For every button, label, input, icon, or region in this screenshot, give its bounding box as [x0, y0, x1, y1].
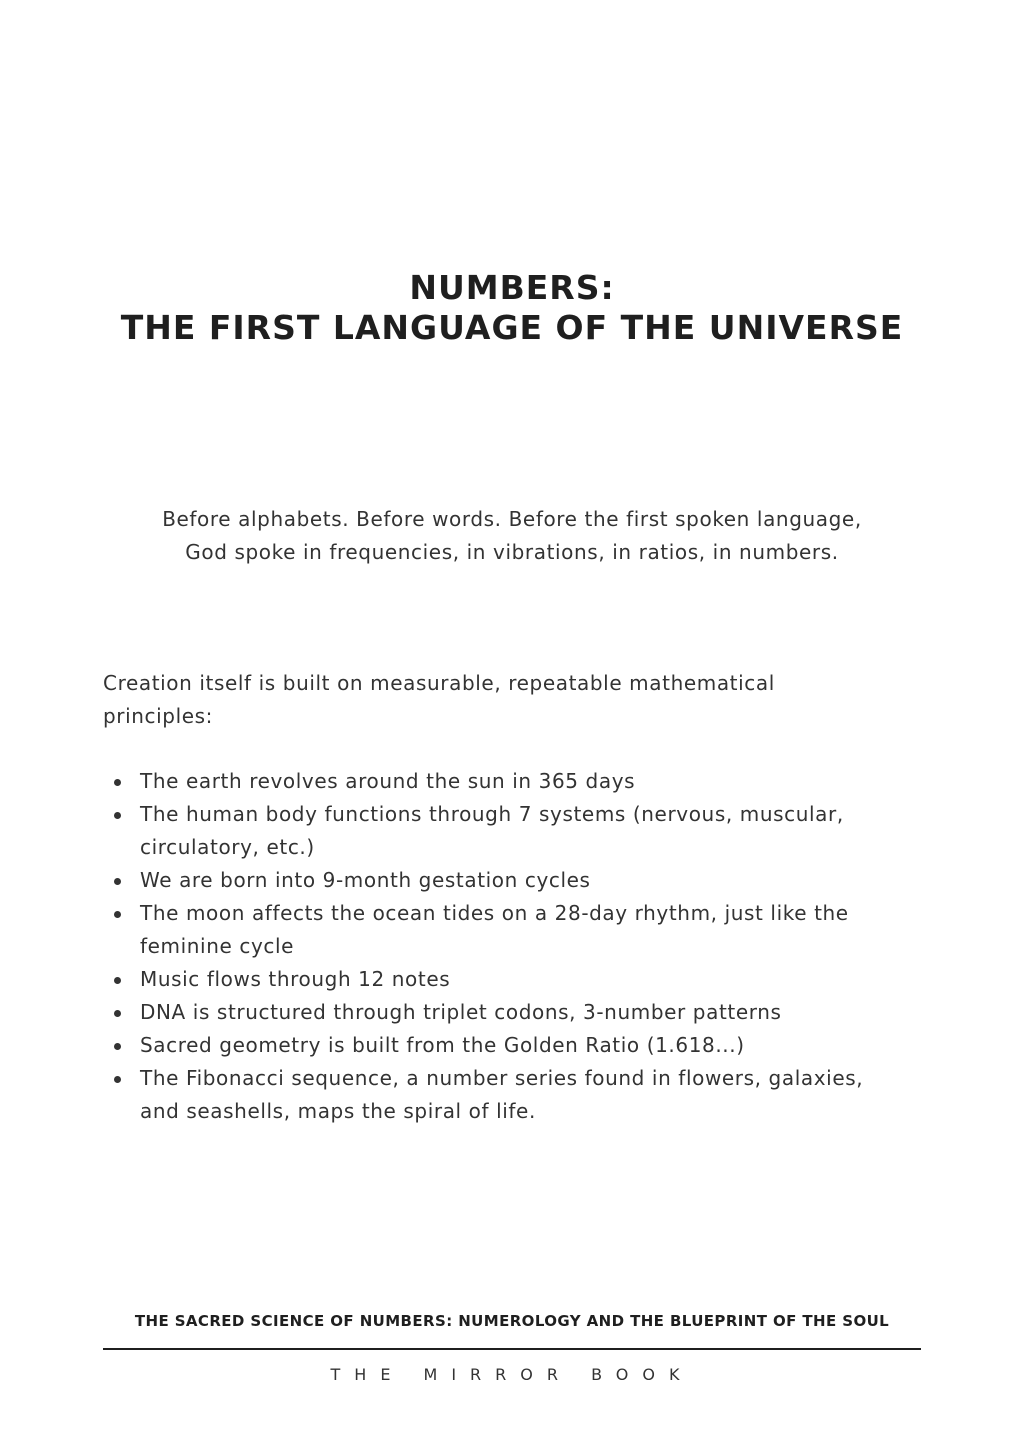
title-line-1: NUMBERS:	[409, 268, 615, 307]
list-item	[103, 1062, 923, 1128]
facts-list	[103, 765, 923, 1128]
list-item	[103, 765, 923, 798]
bullet-icon	[114, 911, 121, 918]
list-item-text: The moon affects the ocean tides on a 28-day rhythm, just like the	[140, 901, 849, 925]
list-item	[103, 963, 923, 996]
list-item-text: circulatory, etc.)	[140, 835, 315, 859]
list-item	[103, 1029, 923, 1062]
page-title	[0, 268, 1024, 348]
bullet-icon	[114, 1043, 121, 1050]
list-item-text: and seashells, maps the spiral of life.	[140, 1099, 536, 1123]
footer-brand: THE MIRROR BOOK	[330, 1365, 694, 1384]
lead-paragraph	[103, 667, 923, 733]
bullet-icon	[114, 1010, 121, 1017]
list-item	[103, 897, 923, 963]
list-item-text: Music flows through 12 notes	[140, 967, 451, 991]
list-item-text: DNA is structured through triplet codons, 3-number patterns	[140, 1000, 782, 1024]
list-item-text: The earth revolves around the sun in 365 days	[140, 769, 636, 793]
bullet-icon	[114, 812, 121, 819]
bullet-icon	[114, 977, 121, 984]
lead-line-1: Creation itself is built on measurable, repeatable mathematical	[103, 671, 775, 695]
list-item-text: The Fibonacci sequence, a number series found in flowers, galaxies,	[140, 1066, 864, 1090]
intro-paragraph	[0, 503, 1024, 569]
title-line-2: THE FIRST LANGUAGE OF THE UNIVERSE	[120, 308, 904, 347]
list-item-text: Sacred geometry is built from the Golden Ratio (1.618...)	[140, 1033, 745, 1057]
bullet-icon	[114, 779, 121, 786]
footer-book-title: THE SACRED SCIENCE OF NUMBERS: NUMEROLOGY AND THE BLUEPRINT OF THE SOUL	[134, 1312, 890, 1330]
list-item-text: The human body functions through 7 systems (nervous, muscular,	[140, 802, 844, 826]
bullet-icon	[114, 878, 121, 885]
list-item	[103, 996, 923, 1029]
list-item-text: feminine cycle	[140, 934, 295, 958]
lead-line-2: principles:	[103, 704, 214, 728]
footer-divider	[103, 1348, 921, 1350]
intro-line-2: God spoke in frequencies, in vibrations, in ratios, in numbers.	[185, 540, 839, 564]
bullet-icon	[114, 1076, 121, 1083]
intro-line-1: Before alphabets. Before words. Before the first spoken language,	[162, 507, 862, 531]
list-item	[103, 798, 923, 864]
list-item-text: We are born into 9-month gestation cycles	[140, 868, 591, 892]
list-item	[103, 864, 923, 897]
